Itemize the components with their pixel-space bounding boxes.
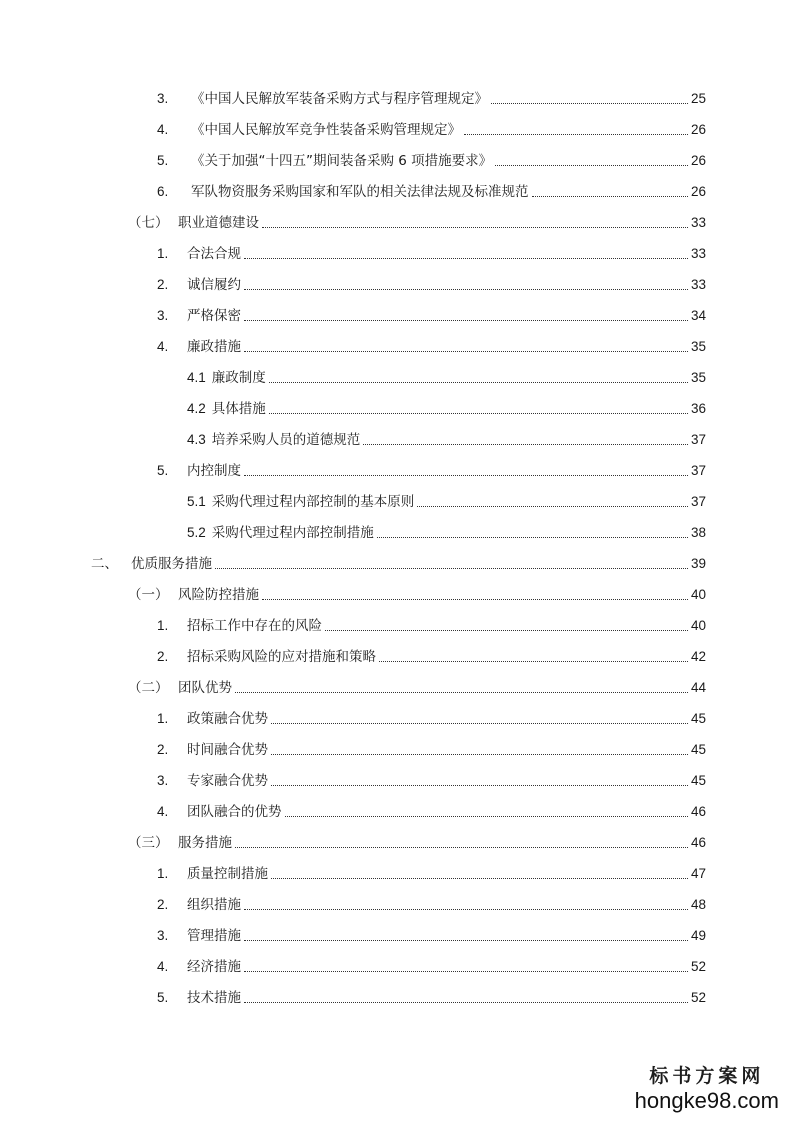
toc-entry-title: 廉政制度 (211, 370, 266, 386)
toc-entry-number: 4. (157, 959, 169, 974)
toc-entry-number: （一） (128, 587, 169, 602)
toc-leader-dots (464, 134, 688, 135)
toc-entry[interactable] (157, 985, 706, 1007)
toc-leader-dots (244, 475, 688, 476)
toc-entry-number: 5. (157, 153, 169, 168)
toc-leader-dots (244, 971, 688, 972)
toc-entry-title: 内控制度 (187, 463, 241, 479)
toc-entry[interactable] (157, 799, 706, 821)
toc-entry-number: 5.1 (187, 494, 206, 509)
toc-entry-title: 质量控制措施 (187, 866, 268, 882)
toc-entry-page: 39 (690, 556, 706, 571)
toc-entry-page: 40 (690, 618, 706, 633)
toc-entry-title: 诚信履约 (187, 277, 241, 293)
toc-leader-dots (244, 909, 688, 910)
toc-leader-dots (269, 382, 688, 383)
toc-leader-dots (244, 940, 688, 941)
toc-entry-page: 45 (690, 773, 706, 788)
toc-entry[interactable] (157, 303, 706, 325)
toc-entry[interactable] (157, 458, 706, 480)
toc-entry[interactable] (157, 954, 706, 976)
toc-entry[interactable] (128, 675, 706, 697)
toc-entry-page: 26 (690, 122, 706, 137)
toc-entry-page: 34 (690, 308, 706, 323)
toc-entry-number: 5.2 (187, 525, 206, 540)
toc-entry-page: 46 (690, 835, 706, 850)
toc-entry[interactable] (128, 582, 706, 604)
toc-entry-page: 25 (690, 91, 706, 106)
toc-entry-title: 采购代理过程内部控制措施 (211, 525, 374, 541)
toc-entry-number: （二） (128, 680, 169, 695)
toc-leader-dots (244, 351, 688, 352)
toc-entry-title: 《中国人民解放军竞争性装备采购管理规定》 (191, 122, 461, 138)
toc-entry[interactable] (157, 179, 706, 201)
toc-entry[interactable] (157, 892, 706, 914)
toc-entry-number: 3. (157, 773, 169, 788)
toc-entry-title: 廉政措施 (187, 339, 241, 355)
toc-entry-page: 44 (690, 680, 706, 695)
toc-entry-page: 52 (690, 959, 706, 974)
toc-entry-number: 1. (157, 866, 169, 881)
toc-entry-page: 35 (690, 339, 706, 354)
toc-leader-dots (262, 227, 688, 228)
toc-entry-number: 4.3 (187, 432, 206, 447)
toc-entry-page: 33 (690, 246, 706, 261)
toc-leader-dots (235, 847, 688, 848)
toc-entry-title: 采购代理过程内部控制的基本原则 (211, 494, 415, 510)
toc-entry-title: 具体措施 (211, 401, 266, 417)
toc-entry-page: 37 (690, 494, 706, 509)
toc-entry-title: 严格保密 (187, 308, 241, 324)
toc-entry-title: 军队物资服务采购国家和军队的相关法律法规及标准规范 (191, 184, 529, 200)
toc-entry-title: 时间融合优势 (187, 742, 268, 758)
toc-entry[interactable] (187, 520, 706, 542)
toc-entry-number: 4.2 (187, 401, 206, 416)
toc-entry-page: 48 (690, 897, 706, 912)
toc-entry-number: （七） (128, 215, 169, 230)
toc-entry-number: 3. (157, 928, 169, 943)
toc-entry-number: 二、 (91, 556, 118, 571)
toc-entry[interactable] (157, 334, 706, 356)
toc-entry-title: 《中国人民解放军装备采购方式与程序管理规定》 (191, 91, 488, 107)
toc-leader-dots (491, 103, 688, 104)
toc-leader-dots (244, 320, 688, 321)
toc-leader-dots (271, 878, 688, 879)
toc-leader-dots (244, 258, 688, 259)
toc-entry-page: 45 (690, 742, 706, 757)
toc-entry[interactable] (187, 365, 706, 387)
toc-entry-number: 2. (157, 742, 169, 757)
toc-entry-page: 46 (690, 804, 706, 819)
toc-entry-page: 52 (690, 990, 706, 1005)
watermark-logo (635, 1064, 779, 1114)
toc-entry-number: 4. (157, 339, 169, 354)
toc-entry-title: 优质服务措施 (131, 556, 212, 572)
toc-entry-title: 合法合规 (187, 246, 241, 262)
toc-leader-dots (363, 444, 688, 445)
toc-entry-page: 49 (690, 928, 706, 943)
toc-entry-title: 招标采购风险的应对措施和策略 (187, 649, 376, 665)
toc-entry-title: 风险防控措施 (178, 587, 259, 603)
toc-entry-number: 4.1 (187, 370, 206, 385)
toc-entry[interactable] (157, 241, 706, 263)
toc-entry-title: 技术措施 (187, 990, 241, 1006)
toc-leader-dots (285, 816, 688, 817)
toc-entry-page: 33 (690, 277, 706, 292)
toc-entry-number: 1. (157, 618, 169, 633)
toc-entry-title: 培养采购人员的道德规范 (211, 432, 361, 448)
toc-entry-page: 37 (690, 463, 706, 478)
toc-entry-page: 26 (690, 153, 706, 168)
toc-entry[interactable] (157, 148, 706, 170)
toc-entry-number: 1. (157, 711, 169, 726)
watermark-url: hongke98.com (634, 1088, 779, 1113)
toc-leader-dots (235, 692, 688, 693)
toc-entry-title: 团队优势 (178, 680, 232, 696)
toc-leader-dots (495, 165, 688, 166)
toc-entry-title: 招标工作中存在的风险 (187, 618, 322, 634)
toc-entry-number: 4. (157, 804, 169, 819)
toc-entry-number: 6. (157, 184, 169, 199)
toc-leader-dots (379, 661, 688, 662)
toc-entry-title: 服务措施 (178, 835, 232, 851)
toc-leader-dots (325, 630, 688, 631)
toc-entry[interactable] (157, 737, 706, 759)
toc-entry-number: 2. (157, 649, 169, 664)
toc-entry-page: 36 (690, 401, 706, 416)
toc-entry-page: 38 (690, 525, 706, 540)
toc-leader-dots (215, 568, 688, 569)
toc-entry[interactable] (157, 644, 706, 666)
toc-entry[interactable] (157, 117, 706, 139)
toc-leader-dots (271, 754, 688, 755)
toc-entry-number: 4. (157, 122, 169, 137)
toc-entry-title: 专家融合优势 (187, 773, 268, 789)
toc-leader-dots (271, 723, 688, 724)
toc-entry-title: 政策融合优势 (187, 711, 268, 727)
toc-entry-page: 33 (690, 215, 706, 230)
toc-entry-number: 5. (157, 463, 169, 478)
toc-entry-page: 37 (690, 432, 706, 447)
toc-entry-title: 管理措施 (187, 928, 241, 944)
toc-entry-number: （三） (128, 835, 169, 850)
toc-entry-title: 《关于加强“十四五”期间装备采购 6 项措施要求》 (191, 153, 493, 169)
toc-entry-page: 26 (690, 184, 706, 199)
toc-entry[interactable] (128, 830, 706, 852)
toc-entry[interactable] (157, 706, 706, 728)
toc-entry-number: 1. (157, 246, 169, 261)
toc-entry-page: 42 (690, 649, 706, 664)
toc-entry-title: 经济措施 (187, 959, 241, 975)
toc-leader-dots (532, 196, 688, 197)
toc-entry-number: 2. (157, 277, 169, 292)
toc-entry[interactable] (187, 396, 706, 418)
watermark-site-name: 标书方案网 (649, 1065, 765, 1087)
toc-entry-number: 3. (157, 91, 169, 106)
toc-leader-dots (271, 785, 688, 786)
toc-entry[interactable] (187, 489, 706, 511)
toc-entry-number: 3. (157, 308, 169, 323)
toc-leader-dots (377, 537, 688, 538)
toc-entry-title: 组织措施 (187, 897, 241, 913)
toc-entry[interactable] (128, 210, 706, 232)
toc-entry[interactable] (157, 923, 706, 945)
toc-entry[interactable] (91, 551, 706, 573)
toc-entry-page: 47 (690, 866, 706, 881)
toc-entry[interactable] (157, 86, 706, 108)
toc-entry[interactable] (187, 427, 706, 449)
toc-entry-page: 35 (690, 370, 706, 385)
toc-entry-page: 40 (690, 587, 706, 602)
toc-entry[interactable] (157, 768, 706, 790)
toc-entry-title: 职业道德建设 (178, 215, 259, 231)
toc-entry[interactable] (157, 272, 706, 294)
toc-leader-dots (269, 413, 688, 414)
toc-leader-dots (262, 599, 688, 600)
toc-entry-page: 45 (690, 711, 706, 726)
toc-leader-dots (244, 289, 688, 290)
toc-entry[interactable] (157, 861, 706, 883)
toc-entry-number: 2. (157, 897, 169, 912)
toc-entry[interactable] (157, 613, 706, 635)
toc-leader-dots (244, 1002, 688, 1003)
toc-entry-number: 5. (157, 990, 169, 1005)
toc-entry-title: 团队融合的优势 (187, 804, 282, 820)
toc-leader-dots (417, 506, 688, 507)
